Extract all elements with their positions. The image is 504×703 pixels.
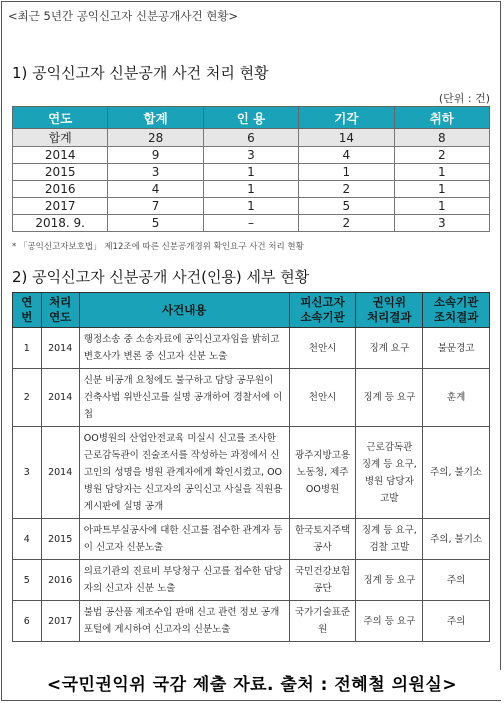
cell-content: 신분 비공개 요청에도 불구하고 담당 공무원이 건축사법 위반신고를 실명 공개하여 경찰서에 이첩 (79, 369, 289, 427)
cell: 3 (203, 147, 298, 164)
cell: 6 (203, 129, 298, 147)
cell-result: 징계 등 요구, 검찰 고발 (356, 519, 423, 560)
cell: 3 (394, 215, 489, 232)
source-banner: <국민권익위 국감 제출 자료. 출처 : 전혜철 의원실> (2, 670, 502, 700)
cell: 2018. 9. (13, 215, 108, 232)
header-label: 사건내용 (161, 302, 207, 317)
cell-result: 근로감독관 징계 등 요구, 병원 담당자 고발 (356, 427, 423, 519)
cell-year: 2015 (41, 519, 79, 560)
section1-title: 1) 공익신고자 신분공개 사건 처리 현황 (12, 64, 269, 82)
cell-action: 주의, 불기소 (423, 427, 490, 519)
col-case-content (79, 293, 289, 328)
table-row (13, 601, 490, 642)
cell-org: 천안시 (289, 328, 356, 369)
cell-org: 광주지방고용노동청, 제주OO병원 (289, 427, 356, 519)
cell: 7 (108, 198, 203, 215)
cell-action: 훈계 (423, 369, 490, 427)
footnote: * 「공익신고자보호법」 제12조에 따른 신분공개경위 확인요구 사건 처리 현황 (12, 242, 304, 252)
table-row (13, 427, 490, 519)
table-row (13, 369, 490, 427)
cell-no: 5 (13, 560, 42, 601)
cell-year: 2017 (41, 601, 79, 642)
cell: 5 (108, 215, 203, 232)
cell-year: 2014 (41, 328, 79, 369)
section2-title: 2) 공익신고자 신분공개 사건(인용) 세부 현황 (12, 268, 310, 286)
col-no (13, 293, 42, 328)
cell-org: 국가기술표준원 (289, 601, 356, 642)
table-row (13, 198, 490, 215)
cell: 2015 (13, 164, 108, 181)
cell: 2017 (13, 198, 108, 215)
unit-label: (단위 : 건) (438, 92, 490, 105)
table-row (13, 560, 490, 601)
col-accepted: 인 용 (203, 107, 298, 129)
cell: 1 (394, 181, 489, 198)
col-withdrawn: 취하 (394, 107, 489, 129)
cell-org: 국민건강보험공단 (289, 560, 356, 601)
cell-action: 주의, 불기소 (423, 519, 490, 560)
cell-no: 3 (13, 427, 42, 519)
cell-no: 1 (13, 328, 42, 369)
cell: 1 (299, 164, 394, 181)
cell-content: 아파트부실공사에 대한 신고를 접수한 관계자 등이 신고자 신분노출 (79, 519, 289, 560)
cell: 2 (299, 181, 394, 198)
cell-result: 주의 등 요구 (356, 601, 423, 642)
cell: 2014 (13, 147, 108, 164)
cell-no: 6 (13, 601, 42, 642)
col-dismissed: 기각 (299, 107, 394, 129)
table-row (13, 147, 490, 164)
cell-result: 징계 등 요구 (356, 560, 423, 601)
cell: 1 (203, 181, 298, 198)
col-year (41, 293, 79, 328)
cell-action: 주의 (423, 601, 490, 642)
case-detail-table (12, 292, 490, 642)
cell: 2 (299, 215, 394, 232)
header-label: 권익위 처리결과 (367, 295, 412, 324)
col-org-action (423, 293, 490, 328)
table-row (13, 129, 490, 147)
cell: 28 (108, 129, 203, 147)
cell: 합계 (13, 129, 108, 147)
cell-result: 징계 등 요구 (356, 369, 423, 427)
cell: 1 (394, 198, 489, 215)
header-label: 피신고자 소속기관 (300, 295, 345, 324)
table-header-row (13, 107, 490, 129)
cell-no: 4 (13, 519, 42, 560)
cell: 1 (203, 198, 298, 215)
col-respondent-org (289, 293, 356, 328)
table-row (13, 328, 490, 369)
cell: 8 (394, 129, 489, 147)
cell-content: OO병원의 산업안전교육 미실시 신고를 조사한 근로감독관이 진술조서를 작성하는 과정에서 신고인의 성명을 병원 관계자에게 확인시켰고, OO병원 담당자는 신고자의 공익신고 사실을 직원용 게시판에 실명 공개 (79, 427, 289, 519)
cell: 14 (299, 129, 394, 147)
cell-action: 주의 (423, 560, 490, 601)
header-label: 소속기관 조치결과 (433, 295, 479, 324)
cell: 3 (108, 164, 203, 181)
cell-content: 의료기관의 진료비 부당청구 신고를 접수한 담당자의 신고자 신분 노출 (79, 560, 289, 601)
cell-content: 행정소송 중 소송자료에 공익신고자임을 밝히고 변호사가 변론 중 신고자 신분 노출 (79, 328, 289, 369)
cell: 4 (108, 181, 203, 198)
cell: 1 (203, 164, 298, 181)
cell: 4 (299, 147, 394, 164)
cell: 9 (108, 147, 203, 164)
cell-org: 한국토지주택공사 (289, 519, 356, 560)
cell: 2016 (13, 181, 108, 198)
cell-content: 불법 공산품 제조수입 판매 신고 관련 정보 공개 포털에 게시하여 신고자의 신분노출 (79, 601, 289, 642)
disclosure-status-table (12, 106, 490, 232)
table-row (13, 215, 490, 232)
cell-year: 2014 (41, 369, 79, 427)
cell: 5 (299, 198, 394, 215)
document-title: <최근 5년간 공익신고자 신분공개사건 현황> (8, 9, 239, 23)
header-label: 연 번 (21, 295, 33, 324)
cell-no: 2 (13, 369, 42, 427)
header-label: 처리 연도 (49, 295, 72, 324)
cell-org: 천안시 (289, 369, 356, 427)
col-commission-result (356, 293, 423, 328)
col-total: 합계 (108, 107, 203, 129)
cell: 1 (394, 164, 489, 181)
cell: – (203, 215, 298, 232)
table-row (13, 181, 490, 198)
cell-year: 2014 (41, 427, 79, 519)
col-year: 연도 (13, 107, 108, 129)
table-header-row (13, 293, 490, 328)
cell: 2 (394, 147, 489, 164)
table-row (13, 164, 490, 181)
cell-year: 2016 (41, 560, 79, 601)
table-row (13, 519, 490, 560)
cell-result: 징계 요구 (356, 328, 423, 369)
cell-action: 불문경고 (423, 328, 490, 369)
